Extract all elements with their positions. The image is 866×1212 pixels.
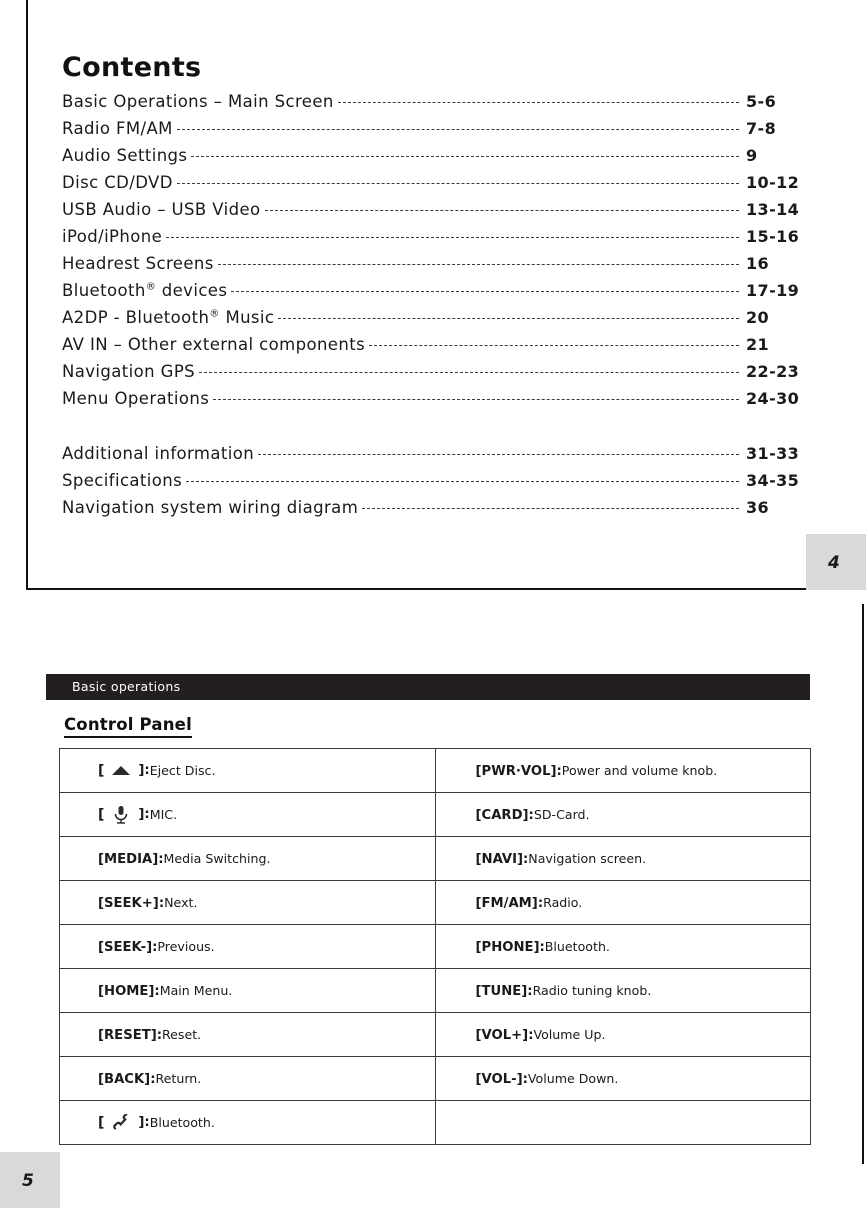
toc-leader-dots (258, 454, 739, 455)
control-cell-fm-am (435, 881, 811, 925)
control-key: ]: (138, 763, 150, 778)
control-key: [PWR·VOL]: (475, 763, 562, 779)
control-key: [HOME]: (98, 983, 160, 999)
toc-entry-pages: 24-30 (746, 389, 800, 408)
toc-entry-label: Headrest Screens (62, 254, 214, 273)
toc-leader-dots (231, 291, 739, 292)
control-cell-back (60, 1057, 436, 1101)
control-description: Volume Up. (533, 1026, 606, 1042)
table-row (60, 793, 811, 837)
table-row (60, 1057, 811, 1101)
toc-entry-label: Additional information (62, 444, 255, 463)
toc-entry-pages: 5-6 (746, 92, 777, 111)
toc-entry-pages: 10-12 (746, 173, 800, 192)
toc-entry[interactable] (62, 227, 800, 254)
toc-leader-dots (362, 508, 739, 509)
toc-entry-label: Specifications (62, 471, 183, 490)
control-description: Radio. (543, 894, 583, 910)
toc-entry[interactable] (62, 498, 800, 525)
toc-entry-label: USB Audio – USB Video (62, 200, 261, 219)
toc-entry-pages: 21 (746, 335, 770, 354)
control-cell-bluetooth (60, 1101, 436, 1145)
control-key: [CARD]: (475, 807, 534, 823)
control-cell-tune (435, 969, 811, 1013)
control-key: [SEEK+]: (98, 895, 165, 911)
page-number: 4 (828, 553, 840, 573)
page-title: Contents (62, 52, 202, 83)
control-key: [PHONE]: (475, 939, 545, 955)
toc-entry-pages: 13-14 (746, 200, 800, 219)
toc-entry[interactable] (62, 92, 800, 119)
control-description: Bluetooth. (149, 1115, 215, 1130)
page-number-tab (806, 534, 866, 590)
toc-entry[interactable] (62, 119, 800, 146)
subsection-title: Control Panel (64, 715, 192, 738)
control-description: Next. (164, 894, 198, 910)
toc-entry-label: A2DP - Bluetooth® Music (62, 308, 275, 327)
eject-icon (104, 763, 138, 778)
control-cell-navi (435, 837, 811, 881)
page-number: 5 (22, 1171, 34, 1191)
toc-entry-pages: 36 (746, 498, 770, 517)
control-cell-media (60, 837, 436, 881)
toc-entry-pages: 15-16 (746, 227, 800, 246)
control-key: [MEDIA]: (98, 851, 164, 867)
control-cell-reset (60, 1013, 436, 1057)
control-description: Previous. (157, 938, 215, 954)
basic-operations-page (0, 590, 866, 1212)
toc-entry-label: Basic Operations – Main Screen (62, 92, 334, 111)
page-border-right (862, 604, 864, 1164)
toc-entry[interactable] (62, 200, 800, 227)
control-description: Reset. (162, 1026, 202, 1042)
contents-page (0, 0, 866, 590)
toc-entry-label: Menu Operations (62, 389, 210, 408)
section-header-bar (46, 674, 810, 700)
toc-entry-label: Navigation GPS (62, 362, 196, 381)
toc-entry[interactable] (62, 146, 800, 173)
toc-entry-pages: 31-33 (746, 444, 800, 463)
toc-entry[interactable] (62, 444, 800, 471)
toc-entry-pages: 22-23 (746, 362, 800, 381)
control-description: SD-Card. (533, 806, 590, 822)
toc-leader-dots (213, 399, 739, 400)
control-description: MIC. (149, 807, 178, 822)
toc-entry[interactable] (62, 254, 800, 281)
control-cell-mic (60, 793, 436, 837)
control-cell-eject (60, 749, 436, 793)
toc-entry[interactable] (62, 471, 800, 498)
toc-entry-label: Disc CD/DVD (62, 173, 173, 192)
control-description: Bluetooth. (544, 938, 610, 954)
toc-entry-pages: 34-35 (746, 471, 800, 490)
bracket-open: [ (98, 806, 105, 823)
bracket-open: [ (98, 762, 105, 779)
toc-leader-dots (278, 318, 739, 319)
toc-leader-dots (265, 210, 740, 211)
toc-entry-pages: 16 (746, 254, 770, 273)
control-key: [VOL-]: (475, 1071, 528, 1087)
toc-leader-dots (177, 183, 739, 184)
control-cell-seek-plus (60, 881, 436, 925)
toc-entry[interactable] (62, 362, 800, 389)
toc-leader-dots (218, 264, 739, 265)
bracket-open: [ (98, 1114, 105, 1131)
toc-leader-dots (338, 102, 739, 103)
control-description: Media Switching. (163, 850, 271, 866)
control-panel-table (59, 748, 811, 1145)
table-row (60, 1013, 811, 1057)
toc-entry[interactable] (62, 173, 800, 200)
toc-gap (62, 416, 800, 444)
toc-leader-dots (177, 129, 739, 130)
toc-entry-label: Audio Settings (62, 146, 188, 165)
toc-entry-label: AV IN – Other external components (62, 335, 366, 354)
control-cell-vol-up (435, 1013, 811, 1057)
control-cell-card (435, 793, 811, 837)
control-key: [RESET]: (98, 1027, 162, 1043)
control-description: Eject Disc. (149, 763, 216, 778)
table-row (60, 925, 811, 969)
control-cell-vol-down (435, 1057, 811, 1101)
toc-leader-dots (199, 372, 739, 373)
control-key: [NAVI]: (475, 851, 529, 867)
phone-handset-icon (104, 1114, 138, 1132)
toc-entry-pages: 9 (746, 146, 758, 165)
control-key: [BACK]: (98, 1071, 156, 1087)
table-row (60, 881, 811, 925)
control-description: Return. (155, 1070, 202, 1086)
toc-entry[interactable] (62, 335, 800, 362)
table-of-contents (62, 92, 800, 525)
table-row (60, 1101, 811, 1145)
toc-entry-pages: 17-19 (746, 281, 800, 300)
toc-entry[interactable] (62, 389, 800, 416)
control-description: Volume Down. (527, 1070, 619, 1086)
control-description: Navigation screen. (528, 850, 647, 866)
control-cell-pwr-vol (435, 749, 811, 793)
toc-leader-dots (186, 481, 739, 482)
control-key: [FM/AM]: (475, 895, 544, 911)
toc-entry-label: iPod/iPhone (62, 227, 163, 246)
toc-entry[interactable] (62, 308, 800, 335)
table-row (60, 837, 811, 881)
toc-entry-pages: 7-8 (746, 119, 777, 138)
control-description: Power and volume knob. (561, 762, 718, 778)
control-cell-home (60, 969, 436, 1013)
table-row (60, 749, 811, 793)
page-number-tab (0, 1152, 60, 1208)
control-key: [VOL+]: (475, 1027, 534, 1043)
toc-entry-label: Radio FM/AM (62, 119, 173, 138)
microphone-icon (104, 805, 138, 825)
control-key: ]: (138, 1115, 150, 1130)
control-key: [TUNE]: (475, 983, 533, 999)
toc-entry-label: Bluetooth® devices (62, 281, 228, 300)
toc-entry-pages: 20 (746, 308, 770, 327)
control-description: Radio tuning knob. (532, 982, 652, 998)
control-key: [SEEK-]: (98, 939, 158, 955)
section-header-label: Basic operations (72, 679, 181, 694)
control-cell-empty (435, 1101, 811, 1145)
toc-leader-dots (191, 156, 739, 157)
control-cell-phone (435, 925, 811, 969)
control-cell-seek-minus (60, 925, 436, 969)
toc-entry[interactable] (62, 281, 800, 308)
table-row (60, 969, 811, 1013)
toc-entry-label: Navigation system wiring diagram (62, 498, 359, 517)
toc-leader-dots (166, 237, 739, 238)
control-key: ]: (138, 807, 150, 822)
page-border-left (26, 0, 28, 590)
control-description: Main Menu. (159, 982, 233, 998)
toc-leader-dots (369, 345, 739, 346)
